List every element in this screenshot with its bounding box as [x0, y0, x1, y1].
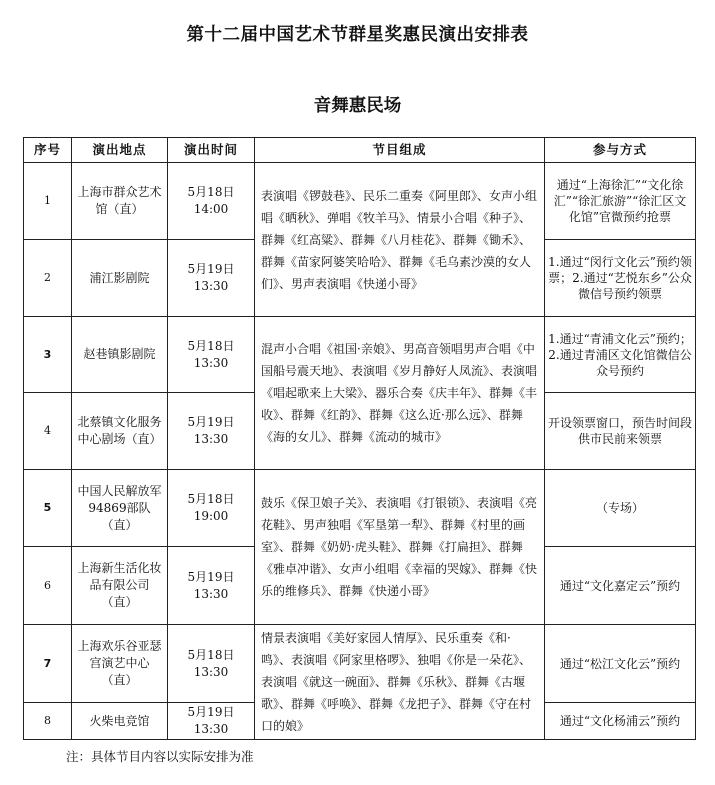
row-time	[168, 317, 255, 393]
row-date: 5月19日	[187, 705, 235, 719]
row-clock: 13:30	[193, 432, 229, 446]
footnote: 注：具体节目内容以实际安排为准	[66, 749, 254, 764]
row-participation: 通过“松江文化云”预约	[545, 625, 696, 703]
row-num: 3	[24, 317, 72, 393]
row-clock: 13:30	[193, 279, 229, 293]
row-place: 上海新生活化妆品有限公司（直）	[72, 547, 168, 625]
schedule-table	[23, 137, 696, 740]
row-num: 2	[24, 240, 72, 317]
header-row	[24, 138, 696, 163]
table-row	[24, 317, 696, 393]
row-date: 5月19日	[187, 262, 235, 276]
row-date: 5月18日	[187, 185, 235, 199]
row-time	[168, 547, 255, 625]
row-date: 5月19日	[187, 569, 235, 584]
section-subtitle: 音舞惠民场	[313, 96, 402, 116]
program-cell: 表演唱《锣鼓巷》、民乐二重奏《阿里郎》、女声小组唱《晒秋》、弹唱《牧羊马》、情景小合唱《种子》、群舞《红高粱》、群舞《八月桂花》、群舞《锄禾》、群舞《苗家阿婆笑哈哈》、群舞《毛乌素沙漠的女人们》、男声表演唱《快递小哥》	[255, 163, 545, 317]
row-num: 5	[24, 470, 72, 547]
header-program: 节目组成	[255, 138, 545, 163]
row-num: 6	[24, 547, 72, 625]
row-participation: （专场）	[545, 470, 696, 547]
header-place: 演出地点	[72, 138, 168, 163]
program-cell: 情景表演唱《美好家园人情厚》、民乐重奏《和·鸣》、表演唱《阿家里格啰》、独唱《你是一朵花》、表演唱《就这一碗面》、群舞《乐秋》、群舞《古堰歌》、群舞《呼唤》、群舞《龙把子》、群舞《守在村口的娘》	[255, 625, 545, 740]
row-clock: 14:00	[193, 202, 229, 216]
row-num: 1	[24, 163, 72, 240]
table-row	[24, 163, 696, 240]
row-participation: 通过“上海徐汇”“文化徐汇”“徐汇旅游”“徐汇区文化馆”官微预约抢票	[545, 163, 696, 240]
row-place: 北蔡镇文化服务中心剧场（直）	[72, 393, 168, 470]
row-place: 火柴电竞馆	[72, 703, 168, 740]
row-clock: 13:30	[193, 722, 229, 736]
table-row	[24, 470, 696, 547]
row-place: 中国人民解放军94869部队（直）	[72, 470, 168, 547]
row-participation: 1.通过“青浦文化云”预约；2.通过青浦区文化馆微信公众号预约	[545, 317, 696, 393]
row-date: 5月18日	[187, 492, 235, 506]
row-place: 上海市群众艺术馆（直）	[72, 163, 168, 240]
row-num: 7	[24, 625, 72, 703]
row-time	[168, 393, 255, 470]
row-participation: 通过“文化嘉定云”预约	[545, 547, 696, 625]
header-time: 演出时间	[168, 138, 255, 163]
row-time	[168, 703, 255, 740]
row-clock: 19:00	[193, 509, 229, 523]
row-participation: 通过“文化杨浦云”预约	[545, 703, 696, 740]
row-date: 5月18日	[187, 338, 235, 353]
program-cell: 混声小合唱《祖国·亲娘》、男高音领唱男声合唱《中国船号震天地》、表演唱《岁月静好人凤流》、表演唱《唱起歌来上大梁》、器乐合奏《庆丰年》、群舞《丰收》、群舞《红韵》、群舞《这么近·那么远》、群舞《海的女儿》、群舞《流动的城市》	[255, 317, 545, 470]
row-time	[168, 470, 255, 547]
row-participation: 开设领票窗口，预告时间段供市民前来领票	[545, 393, 696, 470]
row-num: 8	[24, 703, 72, 740]
row-time	[168, 163, 255, 240]
row-time	[168, 625, 255, 703]
row-time	[168, 240, 255, 317]
row-place: 上海欢乐谷亚瑟宫演艺中心（直）	[72, 625, 168, 703]
row-participation: 1.通过“闵行文化云”预约领票；2.通过“艺悦东乡”公众微信号预约领票	[545, 240, 696, 317]
row-clock: 13:30	[193, 664, 229, 679]
row-place: 浦江影剧院	[72, 240, 168, 317]
header-participation: 参与方式	[545, 138, 696, 163]
row-num: 4	[24, 393, 72, 470]
header-num: 序号	[24, 138, 72, 163]
table-row	[24, 625, 696, 703]
row-clock: 13:30	[193, 586, 229, 601]
row-place: 赵巷镇影剧院	[72, 317, 168, 393]
row-date: 5月19日	[187, 415, 235, 429]
row-date: 5月18日	[187, 647, 235, 662]
row-clock: 13:30	[193, 355, 229, 370]
program-cell: 鼓乐《保卫娘子关》、表演唱《打银锁》、表演唱《亮花鞋》、男声独唱《军垦第一犁》、群舞《村里的画室》、群舞《奶奶·虎头鞋》、群舞《打扁担》、群舞《雅卓冲谐》、女声小组唱《幸福的哭嫁》、群舞《快乐的维修兵》、群舞《快递小哥》	[255, 470, 545, 625]
page-title: 第十二届中国艺术节群星奖惠民演出安排表	[186, 25, 529, 45]
